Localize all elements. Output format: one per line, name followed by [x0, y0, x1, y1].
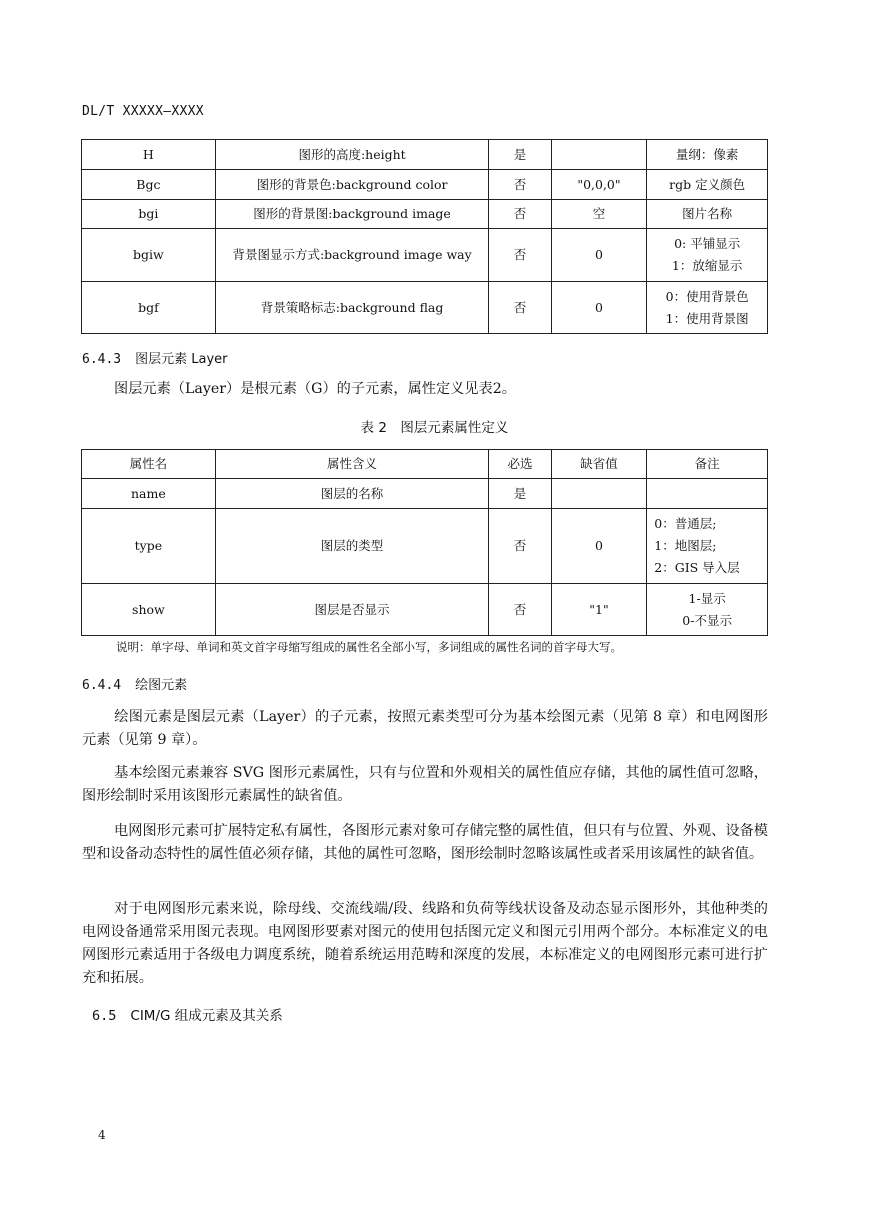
table-cell: 空	[551, 200, 647, 229]
table-cell: 0	[551, 229, 647, 282]
column-header: 缺省值	[551, 450, 647, 479]
table-cell	[647, 229, 768, 282]
document-id-header: DL/T XXXXX—XXXX	[82, 104, 204, 119]
section-number: 6.5	[92, 1008, 117, 1024]
table-header-row	[82, 450, 768, 479]
table-row	[82, 170, 768, 200]
table-cell: 图形的背景色:background color	[215, 170, 489, 200]
remark-line: 1-显示	[688, 590, 726, 606]
table-note: 说明：单字母、单词和英文首字母缩写组成的属性名全部小写，多词组成的属性名词的首字母大写。	[116, 640, 622, 654]
paragraph	[82, 820, 768, 866]
remark-line: 0: 平铺显示	[674, 236, 741, 251]
table-cell: "1"	[551, 584, 647, 636]
table-cell	[647, 282, 768, 334]
paragraph	[82, 898, 768, 990]
table-cell	[551, 479, 647, 509]
table-cell: Bgc	[82, 170, 216, 200]
table-row	[82, 584, 768, 636]
section-title: 绘图元素	[135, 678, 188, 693]
table-row	[82, 140, 768, 170]
table-caption: 表 2 图层元素属性定义	[360, 420, 509, 436]
section-heading-6-5	[92, 1004, 283, 1024]
table-cell: rgb 定义颜色	[647, 170, 768, 200]
remark-line: 1：放缩显示	[671, 258, 743, 273]
remark-line: 0-不显示	[682, 612, 732, 628]
table-cell: 否	[489, 282, 551, 334]
table-cell: type	[82, 509, 216, 584]
section-title: 图层元素 Layer	[135, 352, 228, 367]
table-cell: 量纲：像素	[647, 140, 768, 170]
table-cell: bgiw	[82, 229, 216, 282]
paragraph-text: 基本绘图元素兼容 SVG 图形元素属性，只有与位置和外观相关的属性值应存储，其他的属性值可忽略，图形绘制时采用该图形元素属性的缺省值。	[82, 765, 768, 804]
column-header: 属性名	[82, 450, 216, 479]
section-heading-6-4-4	[82, 674, 187, 693]
remark-line: 0：普通层;	[654, 516, 717, 531]
table-cell	[647, 509, 768, 584]
table-row	[82, 200, 768, 229]
table-cell: 0	[551, 282, 647, 334]
table-cell: 否	[489, 584, 551, 636]
paragraph-text: 电网图形元素可扩展特定私有属性，各图形元素对象可存储完整的属性值，但只有与位置、外观、设备模型和设备动态特性的属性值必须存储，其他的属性可忽略，图形绘制时忽略该属性或者采用该属性的缺省值。	[82, 823, 768, 862]
column-header: 备注	[647, 450, 768, 479]
table-cell: 图层的类型	[215, 509, 489, 584]
table-cell: bgf	[82, 282, 216, 334]
table-cell: 图形的高度:height	[215, 140, 489, 170]
table-cell: 否	[489, 229, 551, 282]
table-cell: 是	[489, 479, 551, 509]
table-cell	[551, 140, 647, 170]
table-cell: 背景图显示方式:background image way	[215, 229, 489, 282]
remark-line: 1：使用背景图	[665, 310, 749, 326]
paragraph	[82, 378, 768, 401]
layer-attribute-table	[81, 449, 768, 636]
table-cell: show	[82, 584, 216, 636]
remark-line: 1：地图层;	[654, 538, 717, 553]
attribute-table-continued	[81, 139, 768, 334]
table-cell: 否	[489, 200, 551, 229]
paragraph-text: 对于电网图形元素来说，除母线、交流线端/段、线路和负荷等线状设备及动态显示图形外，其他种类的电网设备通常采用图元表现。电网图形要素对图元的使用包括图元定义和图元引用两个部分。本标准定义的电网图形元素适用于各级电力调度系统，随着系统运用范畴和深度的发展，本标准定义的电网图形元素可进行扩充和拓展。	[82, 901, 768, 986]
table-cell: 否	[489, 509, 551, 584]
table-cell: 图层的名称	[215, 479, 489, 509]
table-cell: "0,0,0"	[551, 170, 647, 200]
section-heading-6-4-3	[82, 348, 228, 367]
table-cell: 是	[489, 140, 551, 170]
paragraph-text: 图层元素（Layer）是根元素（G）的子元素，属性定义见表2。	[114, 381, 516, 397]
table-cell: name	[82, 479, 216, 509]
table-cell: 否	[489, 170, 551, 200]
table-cell: 图片名称	[647, 200, 768, 229]
table-cell	[647, 584, 768, 636]
table-row	[82, 282, 768, 334]
section-title: CIM/G 组成元素及其关系	[130, 1008, 283, 1024]
section-number: 6.4.4	[82, 678, 122, 693]
remark-line: 0：使用背景色	[665, 288, 749, 304]
remark-line: 2：GIS 导入层	[654, 560, 740, 575]
table-cell: 图层是否显示	[215, 584, 489, 636]
paragraph-text: 绘图元素是图层元素（Layer）的子元素，按照元素类型可分为基本绘图元素（见第 8 章）和电网图形元素（见第 9 章）。	[82, 709, 768, 748]
table-cell: 图形的背景图:background image	[215, 200, 489, 229]
table-cell: bgi	[82, 200, 216, 229]
table-row	[82, 229, 768, 282]
paragraph	[82, 762, 768, 808]
section-number: 6.4.3	[82, 352, 122, 367]
table-cell: 背景策略标志:background flag	[215, 282, 489, 334]
table-row	[82, 479, 768, 509]
table-cell	[647, 479, 768, 509]
table-row	[82, 509, 768, 584]
table-cell: H	[82, 140, 216, 170]
table-cell: 0	[551, 509, 647, 584]
column-header: 属性含义	[215, 450, 489, 479]
page-number: 4	[98, 1128, 106, 1142]
column-header: 必选	[489, 450, 551, 479]
paragraph	[82, 706, 768, 752]
